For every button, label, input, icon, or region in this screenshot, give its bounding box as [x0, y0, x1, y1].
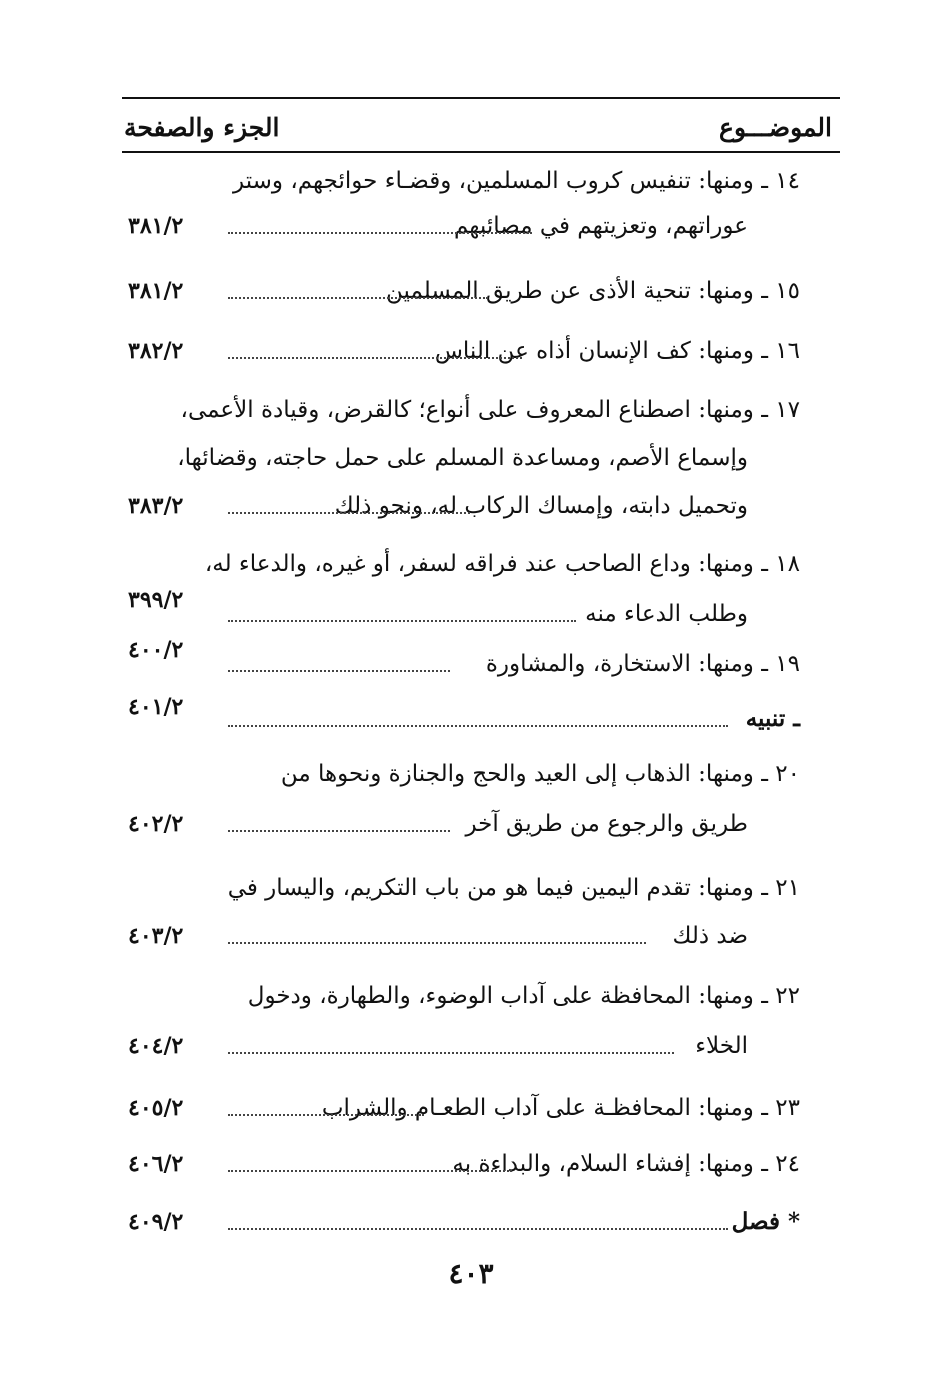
toc-line	[122, 695, 800, 743]
toc-page-ref: ٣٩٩/٢	[128, 587, 184, 613]
toc-entry-text: ـ تنبيه	[745, 705, 800, 732]
dot-leader	[228, 1228, 728, 1230]
toc-entry-text: ضد ذلك	[672, 923, 748, 949]
toc-entry-text: ١٦ ـ ومنها: كف الإنسان أذاه عن الناس	[434, 338, 800, 364]
header-rule	[122, 151, 840, 153]
toc-page-ref: ٤٠٩/٢	[128, 1209, 184, 1235]
toc-line	[122, 267, 800, 315]
toc-page-ref: ٤٠٣/٢	[128, 923, 184, 949]
toc-entry-text: ٢١ ـ ومنها: تقدم اليمين فيما هو من باب التكريم، واليسار في	[227, 875, 800, 901]
toc-entry-text: ١٩ ـ ومنها: الاستخارة، والمشاورة	[485, 651, 800, 677]
toc-entry-text: ١٥ ـ ومنها: تنحية الأذى عن طريق المسلمين	[386, 278, 800, 304]
top-rule	[122, 97, 840, 99]
toc-entry-text: ٢٤ ـ ومنها: إفشاء السلام، والبداءة به	[452, 1151, 800, 1177]
header-topic: الموضـــوع	[719, 113, 832, 142]
toc-line	[122, 157, 800, 205]
dot-leader	[228, 1170, 512, 1172]
page-number: ٤٠٣	[448, 1257, 494, 1290]
header-volume-page: الجزء والصفحة	[124, 113, 280, 142]
toc-page-ref: ٤٠٦/٢	[128, 1151, 184, 1177]
dot-leader	[228, 942, 646, 944]
toc-line	[122, 202, 800, 250]
toc-page-ref: ٣٨١/٢	[128, 278, 184, 304]
dot-leader	[228, 830, 450, 832]
toc-page-ref: ٤٠٢/٢	[128, 811, 184, 837]
toc-entry-text: ١٧ ـ ومنها: اصطناع المعروف على أنواع؛ كالقرض، وقيادة الأعمى،	[180, 397, 800, 423]
toc-line	[122, 327, 800, 375]
toc-page-ref: ٤٠١/٢	[128, 694, 184, 720]
toc-line	[122, 972, 800, 1020]
dot-leader	[228, 1114, 424, 1116]
toc-line	[122, 587, 800, 638]
toc-page-ref: ٣٨١/٢	[128, 213, 184, 239]
toc-entry-text: ٢٣ ـ ومنها: المحافظـة على آداب الطعـام والشراب	[321, 1095, 800, 1121]
toc-page-ref: ٤٠٥/٢	[128, 1095, 184, 1121]
toc-line	[122, 540, 800, 588]
toc-page-ref: ٣٨٢/٢	[128, 338, 184, 364]
toc-entry-text: ٢٢ ـ ومنها: المحافظة على آداب الوضوء، والطهارة، ودخول	[247, 983, 800, 1009]
toc-line	[122, 386, 800, 434]
toc-entry-text: ١٨ ـ ومنها: وداع الصاحب عند فراقه لسفر، أو غيره، والدعاء له،	[204, 551, 800, 577]
toc-entry-text: وطلب الدعاء منه	[585, 601, 748, 627]
toc-entry-text: طريق والرجوع من طريق آخر	[465, 811, 748, 837]
toc-entry-text: ١٤ ـ ومنها: تنفيس كروب المسلمين، وقضـاء حوائجهم، وستر	[233, 168, 800, 194]
toc-entry-text: ٢٠ ـ ومنها: الذهاب إلى العيد والحج والجنازة ونحوها من	[280, 761, 800, 787]
toc-line	[122, 800, 800, 848]
toc-entry-text: الخلاء	[695, 1033, 748, 1059]
dot-leader	[228, 725, 728, 727]
dot-leader	[228, 297, 488, 299]
toc-line	[122, 434, 800, 482]
toc-line	[122, 864, 800, 912]
dot-leader	[228, 232, 532, 234]
toc-entry-text: * فصل	[731, 1208, 800, 1235]
toc-line	[122, 912, 800, 960]
dot-leader	[228, 512, 470, 514]
dot-leader	[228, 620, 576, 622]
toc-line	[122, 1198, 800, 1246]
dot-leader	[228, 1052, 674, 1054]
toc-entry-text: وتحميل دابته، وإمساك الركاب له، ونحو ذلك	[334, 493, 748, 519]
toc-page-ref: ٤٠٠/٢	[128, 637, 184, 663]
toc-line	[122, 1140, 800, 1188]
toc-line	[122, 637, 800, 688]
toc-line	[122, 750, 800, 798]
toc-page-ref: ٤٠٤/٢	[128, 1033, 184, 1059]
toc-entry-text: وإسماع الأصم، ومساعدة المسلم على حمل حاجته، وقضائها،	[177, 445, 748, 471]
toc-line	[122, 1084, 800, 1132]
toc-page-ref: ٣٨٣/٢	[128, 493, 184, 519]
dot-leader	[228, 357, 522, 359]
toc-entry-text: عوراتهم، وتعزيتهم في مصائبهم	[453, 213, 748, 239]
toc-line	[122, 482, 800, 530]
dot-leader	[228, 670, 450, 672]
toc-line	[122, 1022, 800, 1070]
